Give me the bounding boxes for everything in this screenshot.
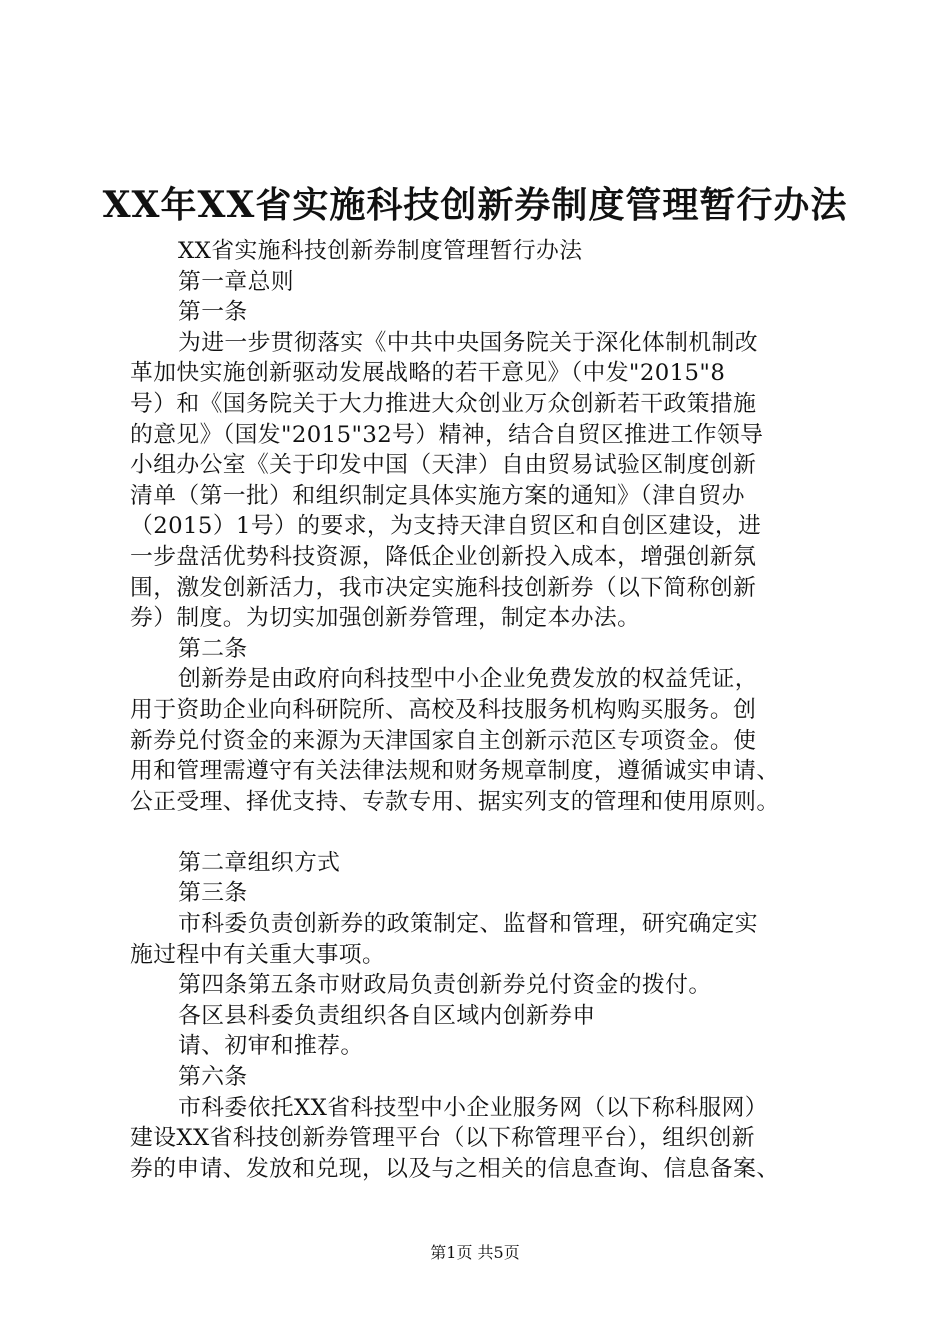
body-line: 新券兑付资金的来源为天津国家自主创新示范区专项资金。使 [130,727,757,754]
body-line: 的意见》（国发"2015"32号）精神，结合自贸区推进工作领导 [130,421,764,448]
document-title: XX年XX省实施科技创新券制度管理暂行办法 [102,184,848,226]
body-line: 第四条第五条市财政局负责创新券兑付资金的拨付。 [178,972,712,999]
article-heading: 第六条 [178,1064,248,1091]
body-line: 券）制度。为切实加强创新券管理，制定本办法。 [130,605,641,632]
document-body [130,236,850,1184]
body-line: 一步盘活优势科技资源，降低企业创新投入成本，增强创新氛 [130,543,757,570]
page-number: 第1页 共5页 [430,1243,520,1262]
body-line: 创新券是由政府向科技型中小企业免费发放的权益凭证， [178,666,758,693]
body-line: 用于资助企业向科研院所、高校及科技服务机构购买服务。创 [130,696,757,723]
body-line: 为进一步贯彻落实《中共中央国务院关于深化体制机制改 [178,329,758,356]
chapter-heading: 第一章总则 [178,268,294,295]
body-line: 用和管理需遵守有关法律法规和财务规章制度，遵循诚实申请、 [130,758,780,785]
article-heading: 第三条 [178,880,248,907]
article-heading: 第一条 [178,299,248,326]
body-line: XX省实施科技创新券制度管理暂行办法 [178,238,583,264]
body-line: 革加快实施创新驱动发展战略的若干意见》（中发"2015"8 [130,360,726,387]
body-line: 各区县科委负责组织各自区域内创新券申 [178,1002,596,1029]
body-line: 请、初审和推荐。 [178,1033,364,1060]
chapter-heading: 第二章组织方式 [178,849,341,876]
body-line: 号）和《国务院关于大力推进大众创业万众创新若干政策措施 [130,390,757,417]
body-line: 公正受理、择优支持、专款专用、据实列支的管理和使用原则。 [130,788,780,815]
body-line: 建设XX省科技创新券管理平台（以下称管理平台），组织创新 [130,1125,755,1152]
body-line: （2015）1号）的要求，为支持天津自贸区和自创区建设，进 [130,513,762,540]
body-line: 围，激发创新活力，我市决定实施科技创新券（以下简称创新 [130,574,757,601]
article-heading: 第二条 [178,635,248,662]
body-line: 市科委依托XX省科技型中小企业服务网（以下称科服网） [178,1094,768,1121]
body-line: 清单（第一批）和组织制定具体实施方案的通知》（津自贸办 [130,482,745,509]
body-line: 市科委负责创新券的政策制定、监督和管理，研究确定实 [178,911,758,938]
body-line: 小组办公室《关于印发中国（天津）自由贸易试验区制度创新 [130,452,757,479]
body-line: 券的申请、发放和兑现，以及与之相关的信息查询、信息备案、 [130,1155,780,1182]
blank-line [130,817,850,848]
body-line: 施过程中有关重大事项。 [130,941,386,968]
